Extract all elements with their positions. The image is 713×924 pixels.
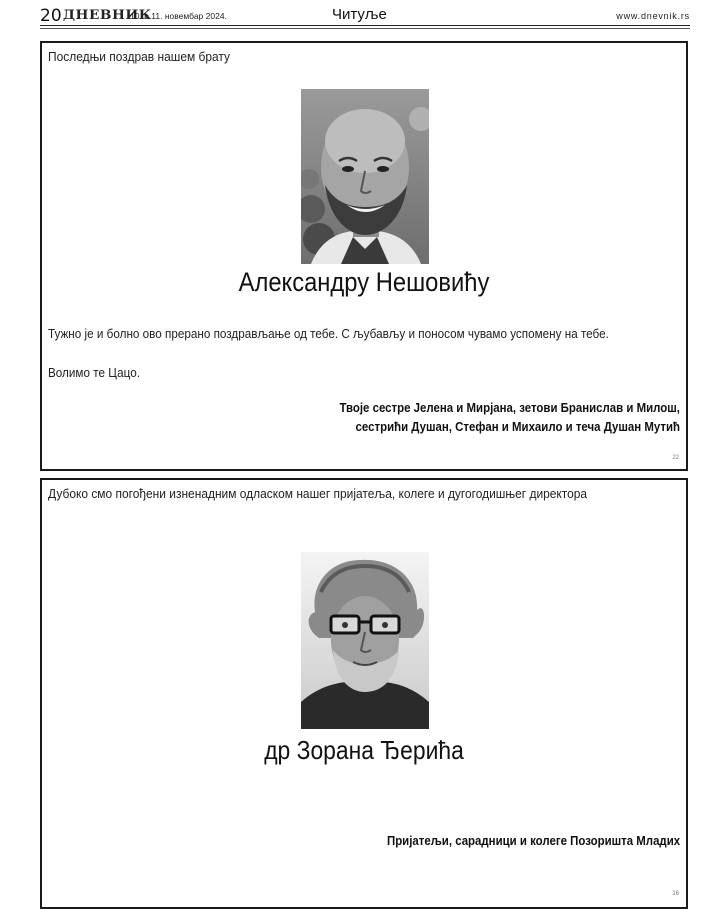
notice-code: 22 (672, 455, 679, 461)
website-address: www.dnevnik.rs (616, 11, 690, 21)
notice-signature (387, 831, 680, 850)
signature-line: Твоје сестре Јелена и Мирјана, зетови Бранислав и Милош, (339, 400, 680, 415)
notice-body-text: Тужно је и болно ово прерано поздрављање од тебе. С љубављу и поносом чувамо успомену на тебе. (48, 326, 609, 341)
notice-intro: Дубоко смо погођени изненадним одласком нашег пријатеља, колеге и дугогодишњег директора (48, 486, 588, 501)
page-header (40, 4, 690, 26)
portrait-icon (301, 89, 429, 264)
page-number: 20 (40, 6, 62, 26)
deceased-name: Александру Нешовићу (238, 267, 490, 297)
portrait-icon (301, 552, 429, 729)
deceased-name: др Зорана Ђерића (264, 735, 464, 765)
portrait-photo (301, 552, 429, 729)
obituary-notice (40, 41, 688, 471)
portrait-photo (301, 89, 429, 264)
notice-code: 16 (672, 891, 679, 897)
section-title: Читуље (332, 6, 387, 23)
notice-intro: Последњи поздрав нашем брату (48, 49, 231, 64)
obituary-notice (40, 478, 688, 909)
notice-body-text: Волимо те Цацо. (48, 365, 140, 380)
header-rule-thin (40, 28, 690, 29)
issue-date: 10. и 11. новембар 2024. (130, 11, 227, 21)
signature-line: Пријатељи, сарадници и колеге Позоришта Младих (386, 833, 680, 848)
signature-line: сестрићи Душан, Стефан и Михаило и теча Душан Мутић (355, 419, 680, 434)
header-rule (40, 25, 690, 26)
notice-signature (339, 398, 680, 436)
newspaper-logo: ДНЕВНИК (62, 8, 152, 23)
